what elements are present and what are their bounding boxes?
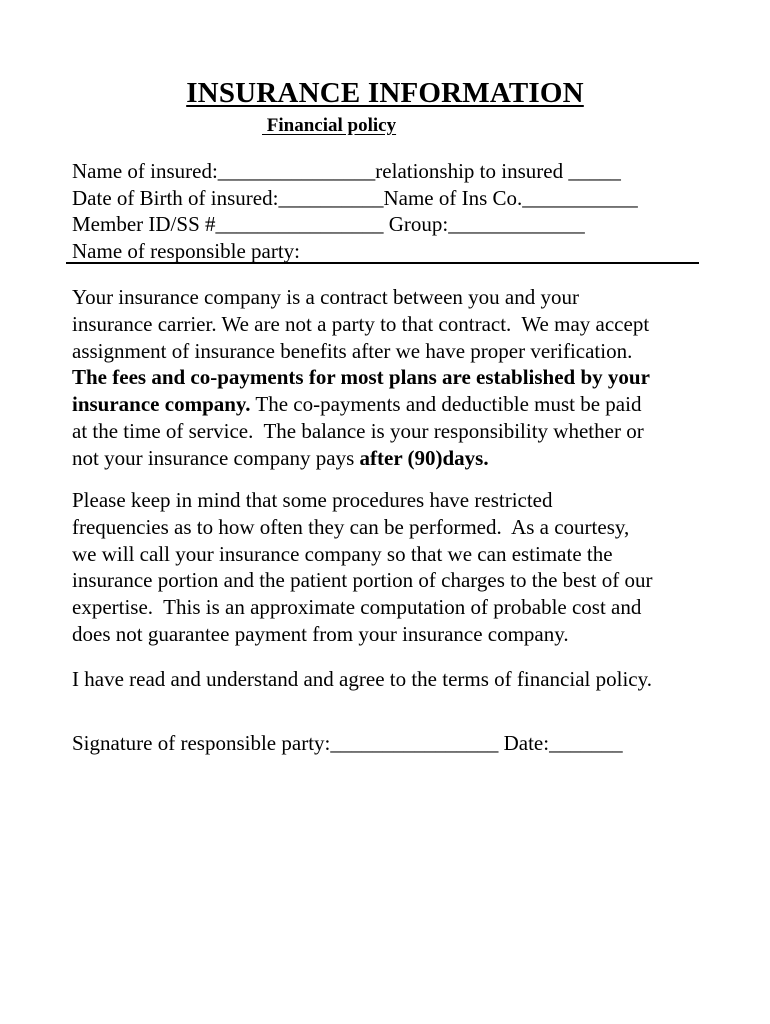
text-line: frequencies as to how often they can be performed. As a courtesy, bbox=[72, 514, 630, 539]
text-line: Your insurance company is a contract between you and your bbox=[72, 285, 579, 309]
text-line: I have read and understand and agree to the terms of financial policy. bbox=[72, 667, 652, 691]
text-line bbox=[72, 391, 712, 418]
page-subtitle: Financial policy bbox=[262, 115, 397, 136]
text-line: insurance portion and the patient portion of charges to the best of our bbox=[72, 568, 653, 593]
text-line: insurance carrier. We are not a party to that contract. We may accept bbox=[72, 311, 650, 336]
dob-insco-field[interactable]: Date of Birth of insured:__________Name of Ins Co.___________ bbox=[72, 185, 638, 210]
policy-paragraph-1 bbox=[72, 284, 712, 472]
text-line bbox=[72, 364, 712, 391]
text-line: Please keep in mind that some procedures have restricted bbox=[72, 488, 553, 512]
signature-field[interactable]: Signature of responsible party:________________ Date:_______ bbox=[72, 731, 623, 755]
member-group-field[interactable]: Member ID/SS #________________ Group:_____________ bbox=[72, 212, 585, 236]
insured-fields bbox=[72, 158, 638, 264]
text-line: at the time of service. The balance is your responsibility whether or bbox=[72, 418, 644, 443]
text-line: we will call your insurance company so that we can estimate the bbox=[72, 541, 613, 566]
responsible-party-underline bbox=[66, 262, 699, 264]
agreement-statement bbox=[72, 666, 712, 693]
bold-text: after (90)days. bbox=[359, 445, 489, 470]
signature-date-line bbox=[72, 730, 712, 757]
bold-text: The fees and co-payments for most plans are established by your bbox=[72, 365, 650, 390]
page-title: INSURANCE INFORMATION bbox=[186, 77, 584, 109]
policy-paragraph-2 bbox=[72, 487, 712, 648]
text-line bbox=[72, 445, 712, 472]
plain-text: The co-payments and deductible must be paid bbox=[250, 392, 642, 417]
responsible-party-field[interactable]: Name of responsible party: bbox=[72, 238, 301, 263]
bold-text: insurance company. bbox=[72, 392, 251, 417]
text-line: assignment of insurance benefits after we have proper verification. bbox=[72, 338, 633, 363]
name-relationship-field[interactable]: Name of insured:_______________relationship to insured _____ bbox=[72, 159, 621, 183]
text-line: expertise. This is an approximate computation of probable cost and bbox=[72, 595, 642, 620]
text-line: does not guarantee payment from your insurance company. bbox=[72, 621, 569, 646]
plain-text: not your insurance company pays bbox=[72, 445, 360, 470]
